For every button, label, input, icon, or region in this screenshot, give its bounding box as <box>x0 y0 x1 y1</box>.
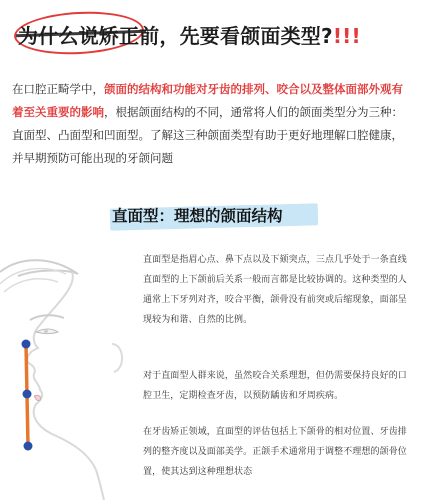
profile-outline <box>27 272 104 500</box>
intro-part1: 在口腔正畸学中， <box>12 82 104 96</box>
body-paragraph-3: 在牙齿矫正领域，直面型的评估包括上下颌骨的相对位置、牙齿排列的整齐度以及面部美学。正颌手术通常用于调整不理想的颌骨位置，使其达到这种理想状态 <box>143 427 407 477</box>
glabella-point <box>22 340 31 349</box>
body-paragraph-1: 直面型是指眉心点、鼻下点以及下颏突点，三点几乎处于一条直线直面型的上下颌前后关系一般而言都是比较协调的。这种类型的人通常上下牙列对齐，咬合平衡，颌骨没有前突或后缩现象，面部呈现较为和谐、自然的比例。 <box>143 255 407 325</box>
eye-pupil <box>44 329 48 333</box>
body-paragraph-2: 对于直面型人群来说，虽然咬合关系理想，但仍需要保持良好的口腔卫生，定期检查牙齿，以预防龋齿和牙周疾病。 <box>143 371 407 401</box>
intro-paragraph <box>12 78 412 170</box>
pogonion-point <box>24 442 33 451</box>
subnasale-point <box>23 390 32 399</box>
lips <box>34 395 41 400</box>
face-profile-illustration <box>0 248 140 500</box>
article-title <box>10 10 420 54</box>
title-main: 为什么说矫正前，先要看颌面类型? <box>18 24 333 48</box>
section-heading: 直面型：理想的颌面结构 <box>112 207 283 225</box>
intro-highlight: 颌面的结构和功能对牙齿的排列、咬合以及整体面部外观有着至关重要的影响 <box>12 82 403 119</box>
ear-outline <box>112 344 122 372</box>
title-exclamations: !!! <box>332 24 361 48</box>
title-text <box>18 20 361 49</box>
intro-part2: ，根据颌面结构的不同，通常将人们的颌面类型分为三种：直面型、凸面型和凹面型。了解这三种颌面类型有助于更好地理解口腔健康，并早期预防可能出现的牙颌问题 <box>12 105 403 165</box>
